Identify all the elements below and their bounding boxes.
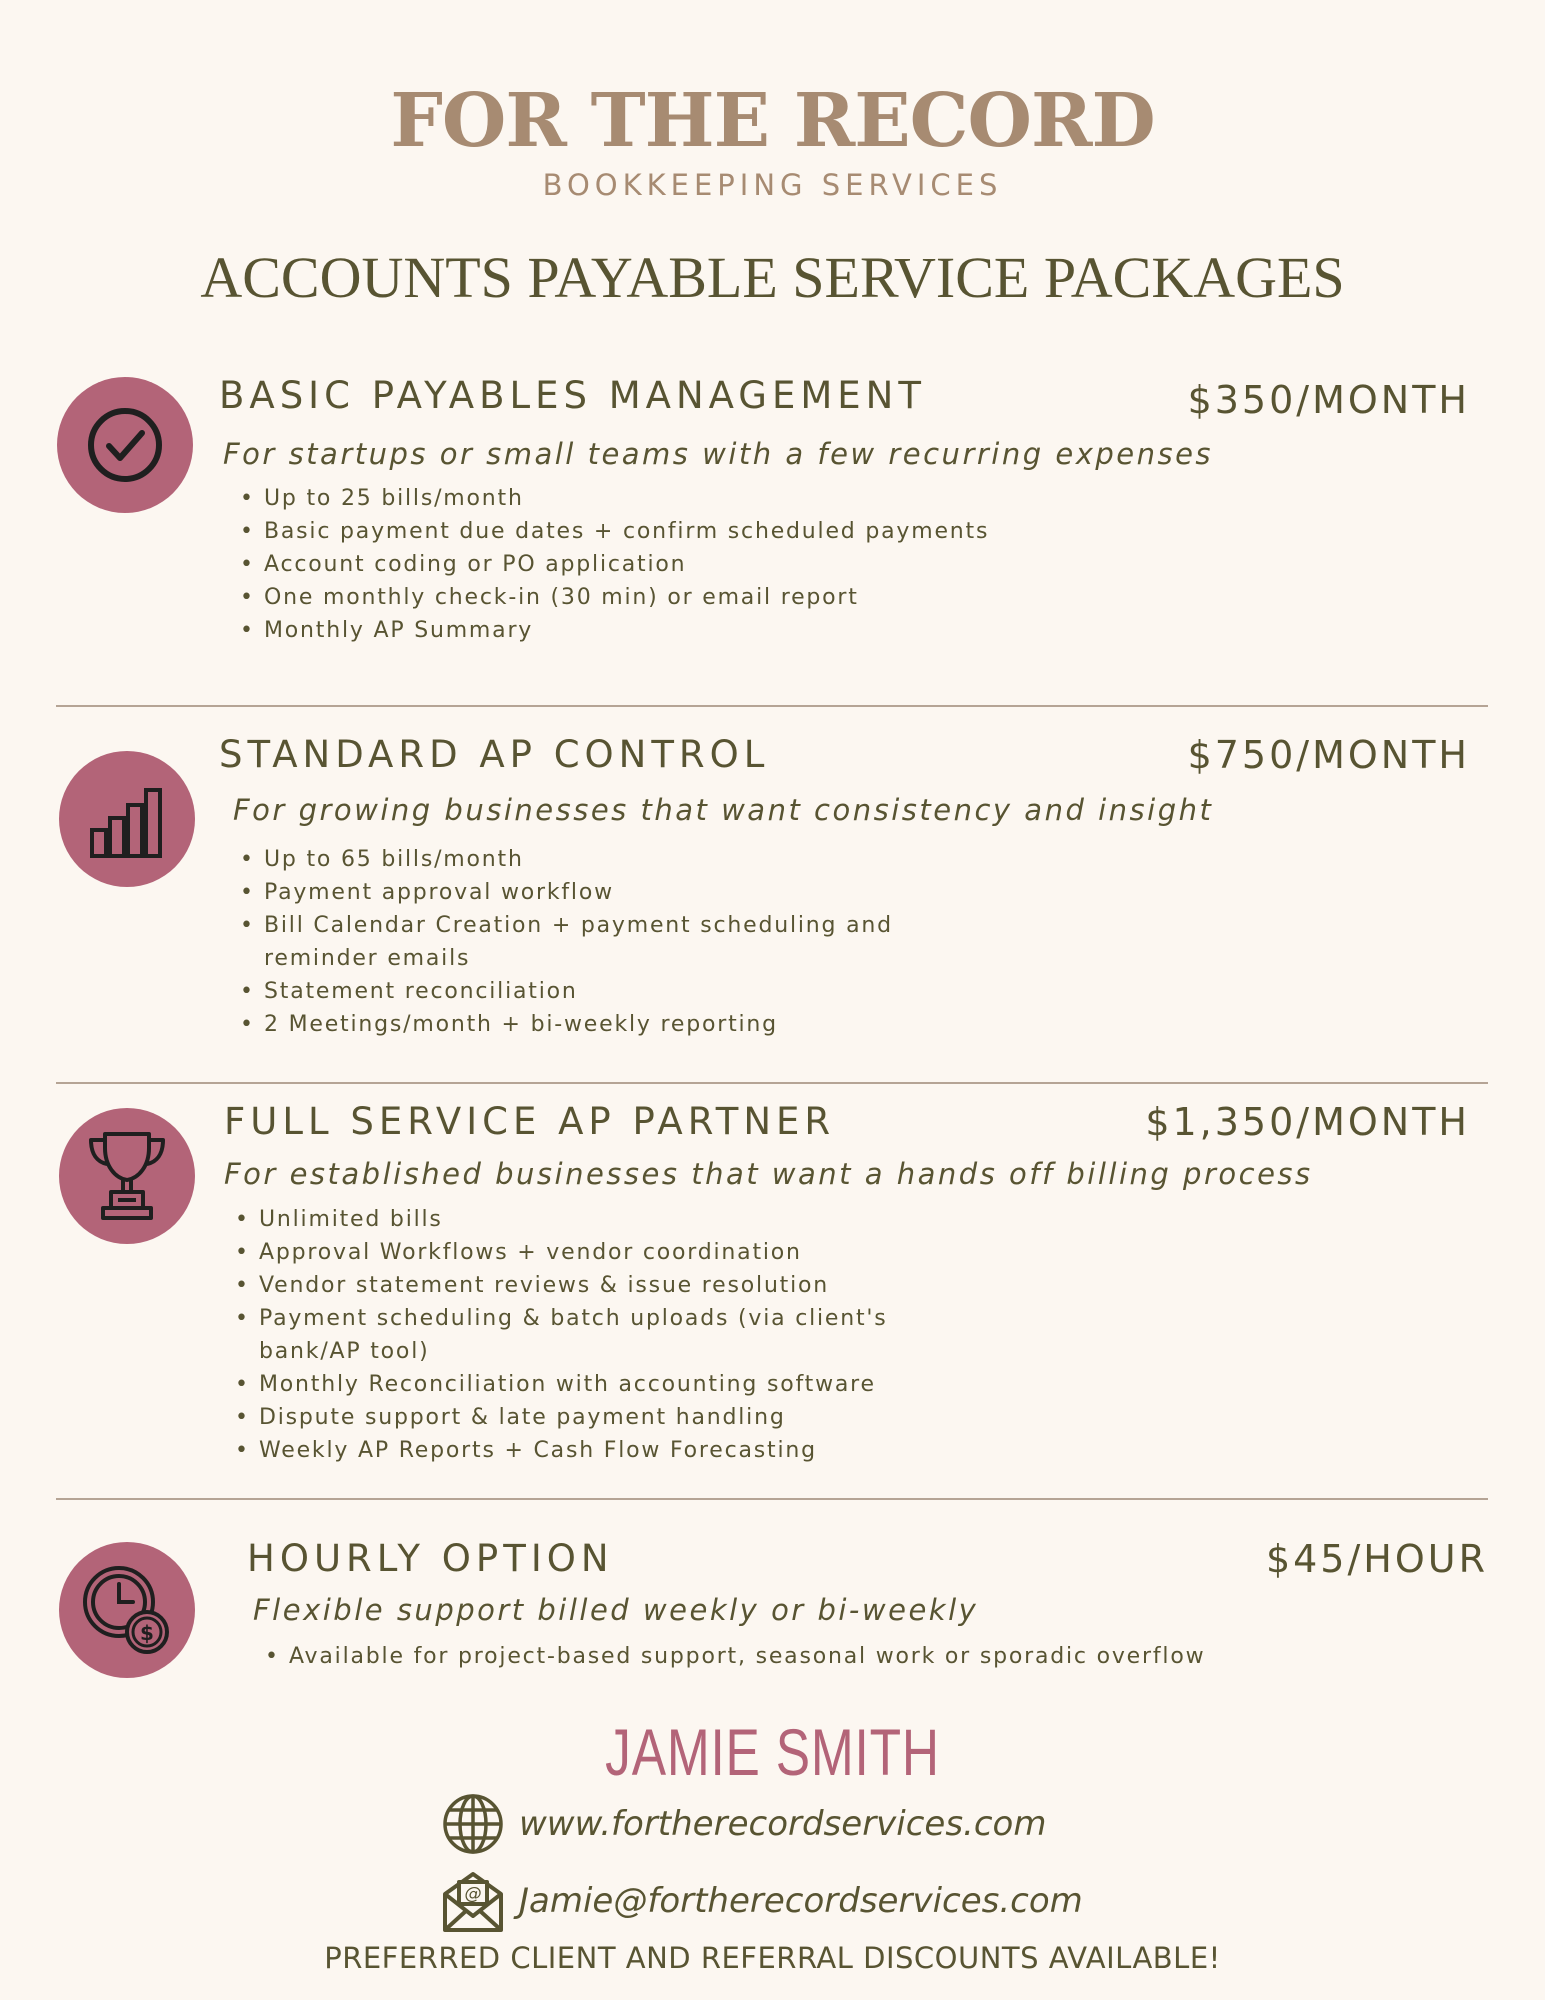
section-divider bbox=[56, 1082, 1488, 1084]
package-tagline: For startups or small teams with a few recurring expenses bbox=[223, 437, 1214, 471]
page-heading: ACCOUNTS PAYABLE SERVICE PACKAGES bbox=[200, 245, 1345, 310]
feature-item: • Up to 65 bills/month bbox=[240, 843, 940, 876]
discount-banner: PREFERRED CLIENT AND REFERRAL DISCOUNTS AVAILABLE! bbox=[324, 1941, 1221, 1975]
feature-item: • Dispute support & late payment handling bbox=[235, 1401, 935, 1434]
package-price: $45/HOUR bbox=[1265, 1537, 1488, 1581]
package-price: $350/MONTH bbox=[1187, 378, 1470, 422]
feature-list bbox=[265, 1640, 1265, 1673]
feature-item: • Payment approval workflow bbox=[240, 876, 940, 909]
website-row bbox=[441, 1792, 1046, 1856]
feature-item: • Statement reconciliation bbox=[240, 975, 940, 1008]
email-row bbox=[441, 1868, 1083, 1934]
feature-item: • Monthly AP Summary bbox=[240, 614, 1140, 647]
feature-item: • Weekly AP Reports + Cash Flow Forecasting bbox=[235, 1434, 935, 1467]
website-link[interactable]: www.fortherecordservices.com bbox=[519, 1804, 1047, 1844]
trophy-icon bbox=[59, 1108, 195, 1244]
feature-item: • Vendor statement reviews & issue resolution bbox=[235, 1269, 935, 1302]
package-price: $1,350/MONTH bbox=[1145, 1100, 1470, 1144]
globe-icon bbox=[441, 1792, 505, 1856]
checkmark-circle-icon bbox=[57, 377, 193, 513]
feature-item: • Approval Workflows + vendor coordination bbox=[235, 1236, 935, 1269]
feature-item: • Monthly Reconciliation with accounting software bbox=[235, 1368, 935, 1401]
section-divider bbox=[56, 1498, 1488, 1500]
brand-title: FOR THE RECORD bbox=[390, 78, 1155, 164]
feature-item: • Bill Calendar Creation + payment scheduling and reminder emails bbox=[240, 909, 940, 975]
svg-text:@: @ bbox=[464, 1884, 482, 1904]
package-tagline: For established businesses that want a hands off billing process bbox=[224, 1157, 1313, 1191]
envelope-icon bbox=[441, 1868, 505, 1934]
feature-item: • Basic payment due dates + confirm scheduled payments bbox=[240, 515, 1140, 548]
package-price: $750/MONTH bbox=[1187, 733, 1470, 777]
email-link[interactable]: Jamie@fortherecordservices.com bbox=[519, 1881, 1083, 1921]
feature-list bbox=[240, 843, 940, 1041]
feature-list bbox=[240, 482, 1140, 647]
section-divider bbox=[56, 705, 1488, 707]
feature-item: • Payment scheduling & batch uploads (via client's bank/AP tool) bbox=[235, 1302, 935, 1368]
feature-item: • Available for project-based support, seasonal work or sporadic overflow bbox=[265, 1640, 1265, 1673]
feature-item: • Unlimited bills bbox=[235, 1203, 935, 1236]
feature-item: • 2 Meetings/month + bi-weekly reporting bbox=[240, 1008, 940, 1041]
bar-chart-icon bbox=[59, 751, 195, 887]
package-title: BASIC PAYABLES MANAGEMENT bbox=[219, 374, 926, 417]
clock-dollar-icon bbox=[59, 1542, 195, 1678]
package-title: FULL SERVICE AP PARTNER bbox=[224, 1100, 836, 1143]
package-title: HOURLY OPTION bbox=[247, 1537, 614, 1580]
feature-item: • Account coding or PO application bbox=[240, 548, 1140, 581]
feature-list bbox=[235, 1203, 935, 1467]
feature-item: • Up to 25 bills/month bbox=[240, 482, 1140, 515]
feature-item: • One monthly check-in (30 min) or email report bbox=[240, 581, 1140, 614]
package-tagline: For growing businesses that want consistency and insight bbox=[233, 793, 1214, 827]
package-tagline: Flexible support billed weekly or bi-weekly bbox=[253, 1593, 979, 1627]
package-title: STANDARD AP CONTROL bbox=[219, 733, 770, 776]
svg-text:$: $ bbox=[140, 1621, 154, 1645]
brand-subtitle: BOOKKEEPING SERVICES bbox=[542, 168, 1003, 202]
contact-name: JAMIE SMITH bbox=[605, 1715, 940, 1789]
